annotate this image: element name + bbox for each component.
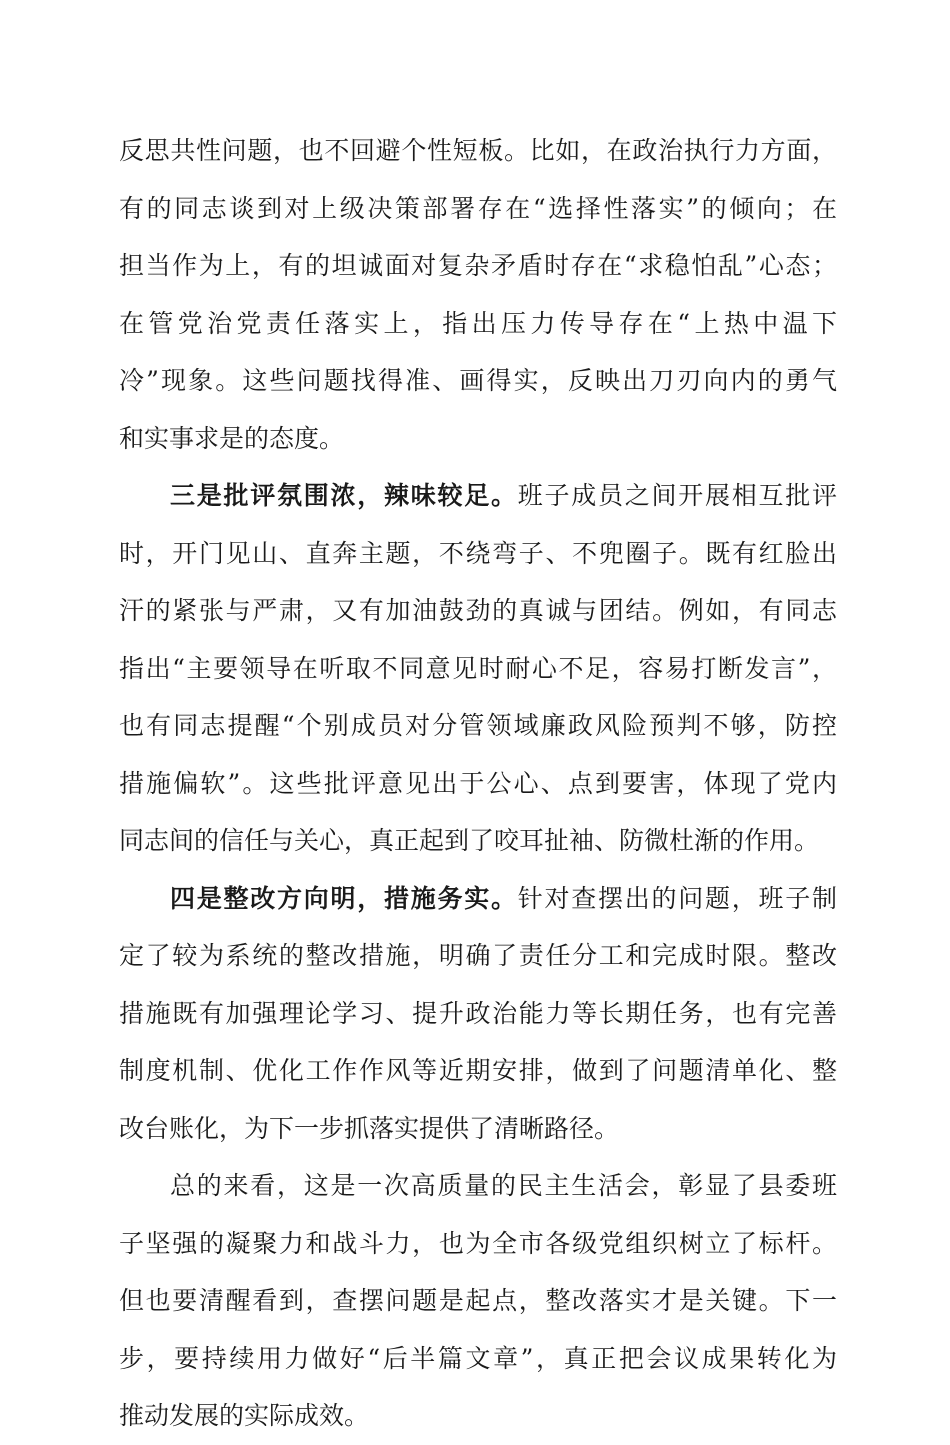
text-line: 改台账化，为下一步抓落实提供了清晰路径。 [119,1113,620,1143]
text-line: 子坚强的凝聚力和战斗力，也为全市各级党组织树立了标杆。 [119,1228,837,1258]
text-line: 定了较为系统的整改措施，明确了责任分工和完成时限。整改 [119,941,837,970]
text-line: 反思共性问题，也不回避个性短板。比如，在政治执行力方面， [119,136,837,165]
text-line: 措施既有加强理论学习、提升政治能力等长期任务，也有完善 [119,998,837,1028]
text-line: 推动发展的实际成效。 [119,1401,370,1430]
text-line: 措施偏软”。这些批评意见出于公心、点到要害，体现了党内 [119,768,837,798]
text-span: 班子成员之间开展相互批评 [517,481,837,510]
text-line: 但也要清醒看到，查摆问题是起点，整改落实才是关键。下一 [119,1286,837,1315]
text-line: 步，要持续用力做好“后半篇文章”，真正把会议成果转化为 [119,1343,837,1373]
paragraph-rectification [119,870,837,1158]
text-line: 和实事求是的态度。 [119,423,345,453]
paragraph-criticism [119,467,837,870]
text-line: 时，开门见山、直奔主题，不绕弯子、不兜圈子。既有红脸出 [119,538,837,568]
document-body [119,122,837,1445]
text-line: 制度机制、优化工作作风等近期安排，做到了问题清单化、整 [119,1056,837,1085]
text-line: 冷”现象。这些问题找得准、画得实，反映出刀刃向内的勇气 [119,366,837,395]
text-line [119,870,837,928]
paragraph-summary [119,1157,837,1445]
text-line: 指出“主要领导在听取不同意见时耐心不足，容易打断发言”， [119,653,837,683]
text-line: 也有同志提醒“个别成员对分管领域廉政风险预判不够，防控 [119,711,837,740]
text-line: 有的同志谈到对上级决策部署存在“选择性落实”的倾向；在 [119,193,837,223]
paragraph-heading: 三是批评氛围浓，辣味较足。 [170,481,518,510]
text-line: 同志间的信任与关心，真正起到了咬耳扯袖、防微杜渐的作用。 [119,826,820,855]
text-line: 在管党治党责任落实上，指出压力传导存在“上热中温下 [119,308,837,338]
text-line: 担当作为上，有的坦诚面对复杂矛盾时存在“求稳怕乱”心态； [119,251,837,280]
text-line: 总的来看，这是一次高质量的民主生活会，彰显了县委班 [170,1171,837,1200]
text-line: 汗的紧张与严肃，又有加油鼓劲的真诚与团结。例如，有同志 [119,596,837,625]
paragraph-self-reflection [119,122,837,467]
text-line [119,467,837,525]
paragraph-heading: 四是整改方向明，措施务实。 [170,883,518,913]
text-span: 针对查摆出的问题，班子制 [517,883,837,913]
